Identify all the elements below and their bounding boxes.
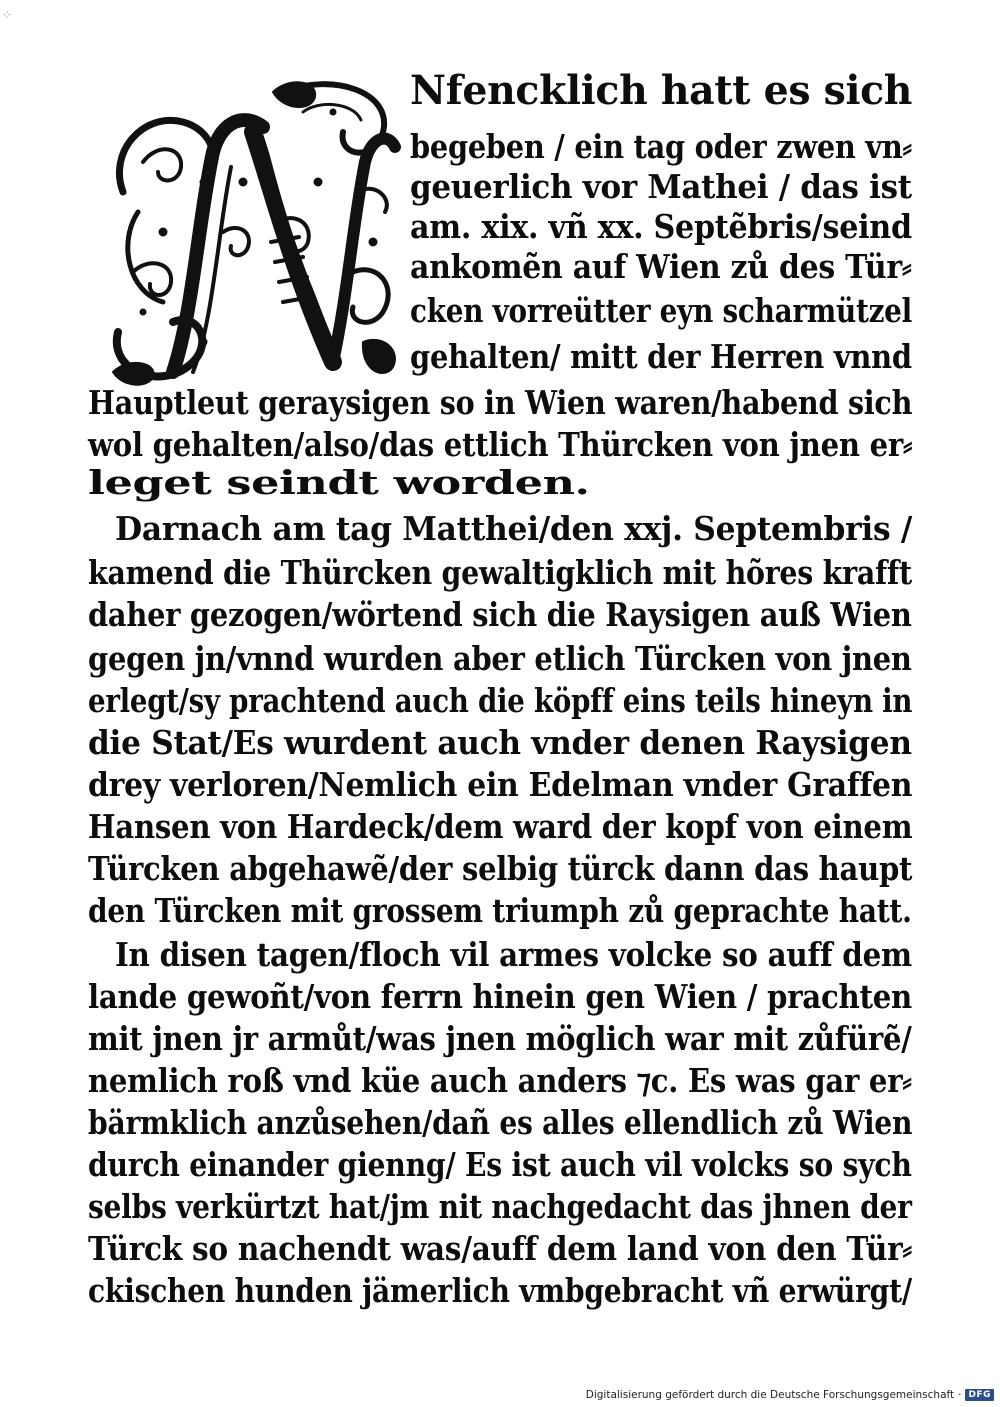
text-line: ankomẽn auf Wien zů des Tür⸗ — [410, 247, 912, 286]
margin-speck: ⁘ — [2, 8, 13, 22]
text-line: die Stat/Es wurdent auch vnder denen Raysigen — [88, 723, 912, 762]
text-line: gehalten/ mitt der Herren vnnd — [410, 337, 912, 376]
text-line: am. xix. vñ xx. Septẽbris/seind — [410, 207, 912, 246]
text-line: wol gehalten/also/das ettlich Thürcken von jnen er⸗ — [88, 425, 913, 464]
text-line: mit jnen jr armůt/was jnen möglich war mit zůfürẽ/ — [88, 1019, 912, 1058]
credit-text: Digitalisierung gefördert durch die Deutsche Forschungsgemeinschaft — [585, 1389, 955, 1401]
text-line: Hansen von Hardeck/dem ward der kopf von einem — [88, 807, 913, 846]
text-line: kamend die Thürcken gewaltigklich mit hõres krafft — [88, 553, 912, 592]
text-line: bärmklich anzůsehen/dañ es alles ellendlich zů Wien — [88, 1103, 913, 1142]
text-line: leget seindt worden. — [88, 463, 590, 502]
text-line: Darnach am tag Matthei/den xxj. Septembris / — [115, 509, 913, 548]
text-line: begeben / ein tag oder zwen vn⸗ — [410, 127, 912, 166]
text-line: cken vorreütter eyn scharmützel — [410, 291, 912, 330]
text-line: drey verloren/Nemlich ein Edelman vnder Graffen — [88, 765, 913, 804]
text-line: selbs verkürtzt hat/jm nit nachgedacht das jhnen der — [88, 1187, 912, 1226]
text-line: erlegt/sy prachtend auch die köpff eins teils hineyn in — [88, 681, 913, 720]
text-line: Türcken abgehawẽ/der selbig türck dann das haupt — [88, 849, 913, 888]
text-line: durch einander gienng/ Es ist auch vil volcks so sych — [88, 1145, 912, 1184]
text-line: geuerlich vor Mathei / das ist — [410, 167, 912, 206]
text-line: Hauptleut geraysigen so in Wien waren/habend sich — [88, 383, 913, 422]
ornate-initial-n-icon — [103, 72, 403, 390]
dfg-logo-icon: DFG — [965, 1389, 994, 1401]
text-line: nemlich roß vnd küe auch anders ⁊c. Es was gar er⸗ — [88, 1061, 912, 1100]
credit-separator: · — [958, 1389, 962, 1401]
digitization-credit — [586, 1389, 994, 1401]
text-line: den Türcken mit grossem triumph zů geprachte hatt. — [88, 891, 912, 930]
text-line: lande gewoñt/von ferrn hinein gen Wien / prachten — [88, 977, 912, 1016]
text-line: gegen jn/vnnd wurden aber etlich Türcken von jnen — [88, 639, 912, 678]
text-line: ckischen hunden jämerlich vmbgebracht vñ erwürgt/ — [88, 1271, 912, 1310]
text-line: daher gezogen/wörtend sich die Raysigen auß Wien — [88, 595, 912, 634]
text-line: Türck so nachendt was/auff dem land von den Tür⸗ — [88, 1229, 912, 1268]
text-line: In disen tagen/floch vil armes volcke so auff dem — [115, 935, 912, 974]
text-line: Nfencklich hatt es sich — [410, 67, 913, 114]
